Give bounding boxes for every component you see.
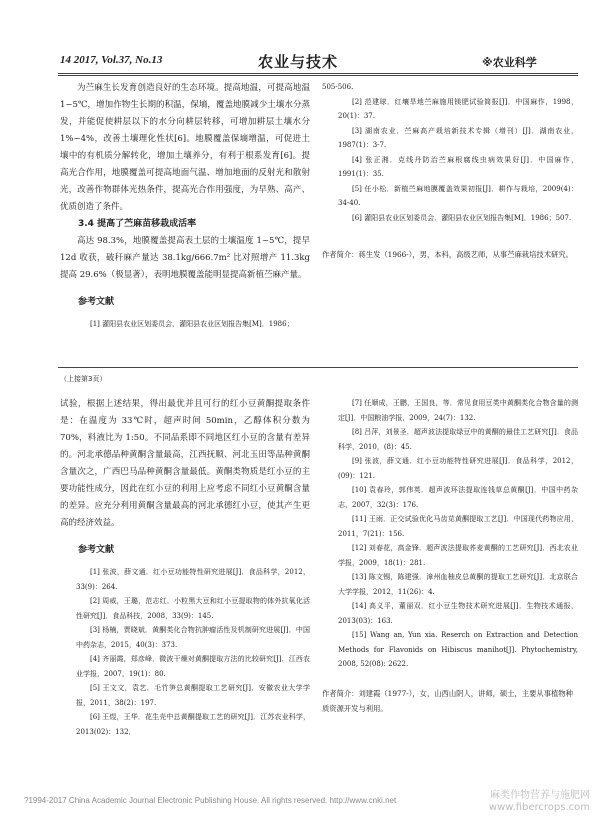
- reference-item: [1] 灌阳县农业区划委员会，灌阳县农业区划报告集[M]．1986；: [90, 320, 294, 328]
- header-rule-double: [58, 75, 578, 76]
- reference-item: [3] 杨楠，贾晓斌．黄酮类化合物抗肿瘤活性及机制研究进展[J]．中国中药杂志，2015，40(3)：373.: [76, 626, 310, 649]
- section-divider: [58, 367, 578, 368]
- reference-item: [1] 张波，薛文通．红小豆功能特性研究进展[J]．食品科学，2012，33(9)：264.: [76, 568, 310, 591]
- copyright-footer: ?1994-2017 China Academic Journal Electronic Publishing House. All rights reserved. http://www.cnki.net: [24, 796, 397, 805]
- site-watermark: 麻类作物营养与施肥网 www.fibercrops.com: [488, 790, 590, 813]
- header-rule: [58, 73, 578, 74]
- column-label: ※农业科学: [482, 56, 537, 69]
- reference-item: [15] Wang an, Yun xia. Reserch on Extraction and Detection Methods for Flavonids on Hibiscus manihot[J]. Phytochemistry, 2008, 52(08): 2622.: [338, 631, 578, 668]
- reference-item: [7] 任顺成，王鹏，王国良，等．常见食用豆类中黄酮类化合物含量的测定[J]．中国粮油学报，2009，24(7)：132.: [338, 399, 578, 422]
- reference-item: [6] 王煜，王华．花生壳中总黄酮提取工艺的研究[J]．江苏农业科学，2013(02)：132．: [76, 713, 310, 736]
- bottom-left-column: [60, 396, 310, 739]
- top-right-column: [322, 80, 578, 262]
- reference-item: [8] 吕萍，刘景圣．超声波法提取绿豆中的黄酮的最佳工艺研究[J]．食品科学，2010，(8)：45.: [338, 428, 578, 451]
- reference-item: [4] 齐丽霞，郑彦峰．微波干燥对黄酮提取方法的比较研究[J]．江西农业学报，2007，19(1)：80.: [76, 655, 310, 678]
- continued-note: （上接第3页）: [60, 375, 107, 383]
- reference-item: [13] 陈文锡，陈建强．漳州血柚皮总黄酮的提取工艺研究[J]．北京联合大学学报，2012，11(26)：4.: [338, 573, 578, 596]
- body-paragraph: 为苎麻生长发育创造良好的生态环境。提高地温，可提高地温 1~5℃，增加作物生长期的积温，保墒，覆盖地膜减少土壤水分蒸发，并能促使耕层以下的水分向耕层转移，可增加耕层土壤水分 1%~4%，改善土壤理化性状[6]。地膜覆盖保墒增温，可促进土壤中的有机质分解转化，增加土壤养分，有利于根系发育[6]。提高光合作用，地膜覆盖可提高地面气温、增加地面的反射光和散射光，改善作物群体光热条件，提高光合作用强度，为早熟、高产、优质创造了条件。: [60, 83, 310, 212]
- issue-info: 14 2017, Vol.37, No.13: [60, 54, 163, 66]
- reference-item: [3] 湖南农业．苎麻高产栽培新技术专辑（增刊）[J]．湖南农业，1987(1)：3-7.: [338, 126, 578, 149]
- references-title: 参考文献: [78, 545, 115, 555]
- reference-item: [2] 范建球．红壤旱地苎麻施用镁肥试验简报[J]．中国麻作，1998，20(1)：37.: [338, 97, 578, 120]
- reference-item: [10] 袁春玲，郭伟英．超声波环法提取连钱草总黄酮[J]．中国中药杂志，2007，32(3)：176.: [338, 486, 578, 509]
- body-paragraph: 高达 98.3%，地膜覆盖提高表土层的土壤温度 1~5℃，提早 12d 收获，破秆麻产量达 38.1kg/666.7m² 比对照增产 11.3kg 提高 29.6%（极显著），表明地膜覆盖能明显提高新植苎麻产量。: [60, 236, 310, 280]
- reference-item: [5] 王文文，袁艺．毛竹笋总黄酮提取工艺研究[J]．安徽农业大学学报，2011，38(2)：197.: [76, 684, 310, 707]
- reference-item: [12] 刘春花，高金锋．超声波法提取荞麦黄酮的工艺研究[J]．西北农业学报，2009，18(1)：281.: [338, 544, 578, 567]
- body-paragraph: 试验，根据上述结果，得出最优并且可行的红小豆黄酮提取条件是：在温度为 33℃时，超声时间 50min，乙醇体积分数为 70%，料液比为 1:50。不同品系即不同地区红小豆的含量有差异的。河北承德品种黄酮含量最高，江西抚顺、河北玉田等品种黄酮含量次之，广西巴马品种黄酮含量最低。黄酮类物质是红小豆的主要功能性成分，因此在红小豆的利用上应考虑不同红小豆黄酮含量的差异。应充分利用黄酮含量最高的河北承德红小豆，使其产生更高的经济效益。: [60, 399, 310, 528]
- section-heading: 3.4 提高了苎麻苗移栽成活率: [78, 219, 197, 229]
- reference-item: [4] 张正湘．克线丹防治苎麻根腐线虫病效果好[J]．中国麻作，1991(1)：35.: [338, 155, 578, 178]
- bottom-right-column: [322, 396, 578, 716]
- reference-item: [14] 高义平，董丽双．红小豆生物技术研究进展[J]．生物技术通报，2013(03)：163.: [338, 602, 578, 625]
- author-bio: 作者简介：蒋生发（1966-），男，本科，高级艺师，从事苎麻栽培技术研究。: [322, 250, 573, 259]
- top-left-column: [60, 80, 310, 332]
- reference-item: [9] 张波，薛文通．红小豆功能特性研究进展[J]．食品科学，2012，(09)：121.: [338, 457, 578, 480]
- references-title: 参考文献: [78, 297, 115, 307]
- reference-item: [6] 灌阳县农业区划委员会．灌阳县农业区划报告集[M]．1986；507.: [352, 213, 572, 222]
- journal-title: 农业与技术: [258, 53, 339, 71]
- author-bio: 作者简介：刘建霞（1977-），女，山西山阴人，讲师，硕士，主要从事植物种质资源开发与利用。: [322, 688, 573, 713]
- reference-item: [2] 周威，王璐，范志红．小粒黑大豆和红小豆提取物的体外抗氧化活性研究[J]．食品科技，2008，33(9)：145.: [76, 597, 310, 620]
- reference-item: [5] 任小松．新植苎麻地膜覆盖效果初报[J]．耕作与栽培，2009(4)：34-40.: [338, 184, 578, 207]
- reference-item: 505-506.: [322, 83, 354, 91]
- reference-item: [11] 王雨．正交试验优化马齿苋黄酮提取工艺[J]．中国现代药物应用，2011，7(21)：156.: [338, 515, 578, 538]
